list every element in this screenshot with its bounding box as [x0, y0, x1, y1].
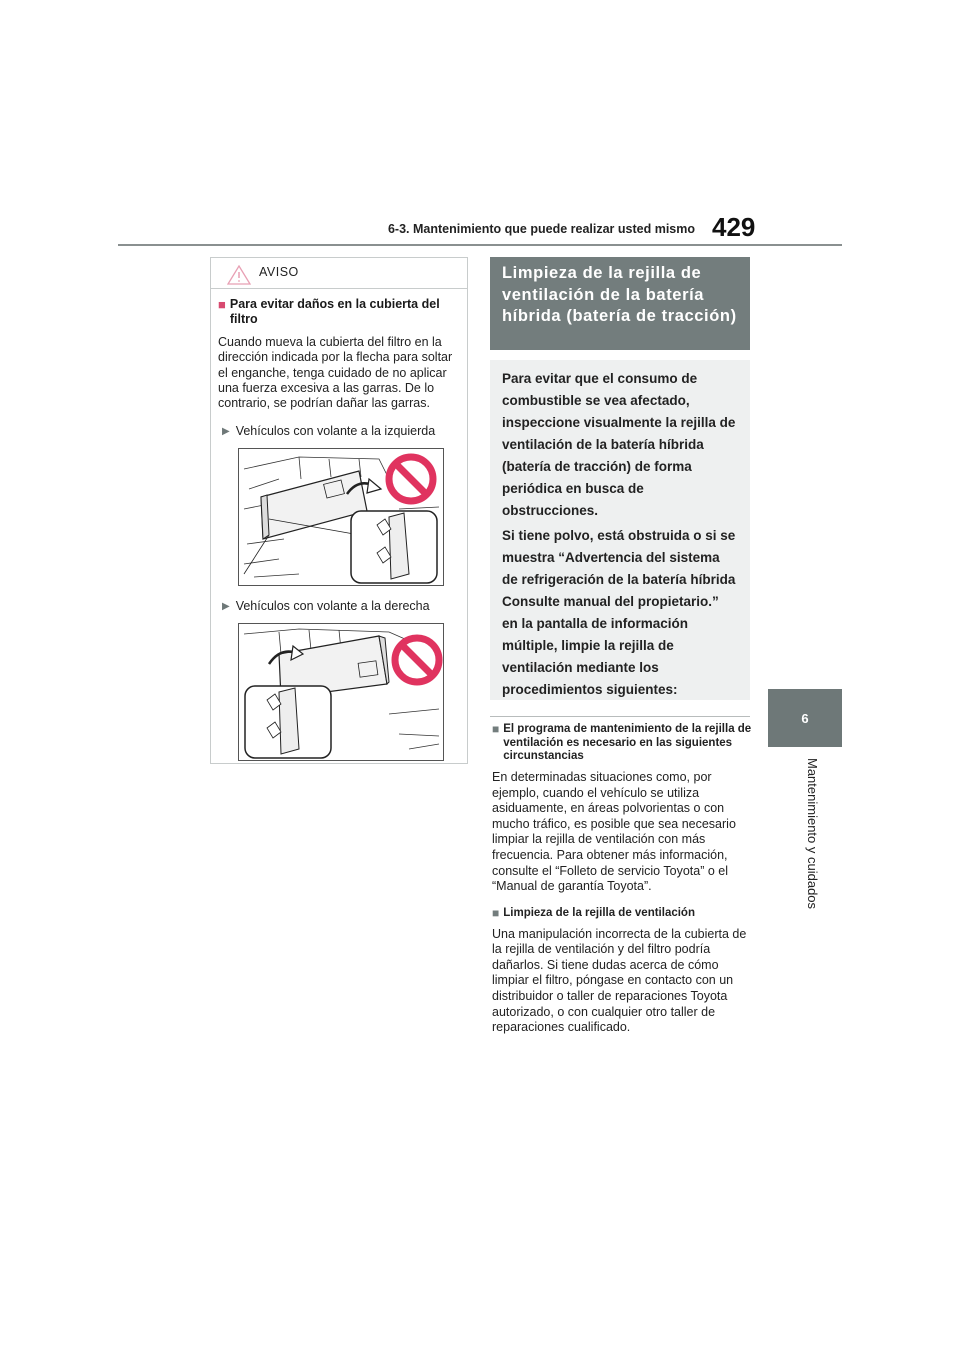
left-hand-drive-text: Vehículos con volante a la izquierda [235, 424, 436, 439]
left-hand-drive-label [218, 424, 459, 438]
warning-title: AVISO [259, 265, 299, 279]
cleaning-heading-text: Limpieza de la rejilla de ventilación [503, 906, 695, 919]
chapter-label: Mantenimiento y cuidados [805, 758, 820, 910]
warning-body-text: Cuando mueva la cubierta del filtro en la dirección indicada por la flecha para soltar el enganche, tenga cuidado de no aplicar una fuerza excesiva a las garras. De lo contrario, se podrían dañar las garras. [218, 335, 453, 411]
square-bullet-icon: ■ [492, 905, 500, 920]
illustration-left-hand-drive [238, 448, 444, 586]
square-bullet-icon: ■ [218, 297, 226, 312]
square-bullet-icon: ■ [492, 722, 500, 736]
warning-header [211, 258, 467, 289]
header-divider [118, 244, 842, 246]
right-hand-drive-text: Vehículos con volante a la derecha [235, 599, 430, 614]
page-header-title: 6-3. Mantenimiento que puede realizar usted mismo [387, 222, 695, 236]
right-hand-drive-label [218, 599, 459, 613]
maintenance-schedule-body: En determinadas situaciones como, por ejemplo, cuando el vehículo se utiliza asiduamente, en áreas polvorientas o con mucho tráfico, es posible que sea necesario limpiar la rejilla de ventilación con más frecuencia. Para obtener más información, consulte el “Folleto de servicio Toyota” o el “Manual de garantía Toyota”. [492, 770, 736, 894]
illustration-right-hand-drive [238, 623, 444, 761]
warning-box [210, 257, 468, 764]
warning-heading [218, 297, 459, 327]
intro-paragraph-1: Para evitar que el consumo de combustible se vea afectado, inspeccione visualmente la rejilla de ventilación de la batería híbrida (batería de tracción) de forma periódica en busca de obstrucciones. [502, 371, 736, 518]
cleaning-heading [492, 907, 754, 921]
intro-box [490, 360, 750, 700]
triangle-bullet-icon: ▶ [222, 601, 230, 613]
filter-cover-illustration-rhd [239, 624, 443, 760]
chapter-tab[interactable] [768, 689, 842, 747]
cleaning-body: Una manipulación incorrecta de la cubierta de la rejilla de ventilación y del filtro podría dañarlos. Si tiene dudas acerca de cómo limpiar el filtro, póngase en contacto con un distribuidor o taller de reparaciones Toyota autorizado, o con cualquier otro taller de reparaciones cualificado. [492, 926, 747, 1035]
maintenance-schedule-heading [492, 723, 754, 764]
right-column-text [492, 723, 754, 1048]
page-number: 429 [712, 212, 756, 242]
warning-triangle-icon [227, 265, 251, 285]
warning-heading-text: Para evitar daños en la cubierta del filtro [229, 297, 440, 326]
chapter-number: 6 [801, 710, 809, 726]
section-title: Limpieza de la rejilla de ventilación de la batería híbrida (batería de tracción) [490, 257, 750, 350]
triangle-bullet-icon: ▶ [222, 426, 230, 438]
section-divider [490, 716, 750, 717]
intro-paragraph-2: Si tiene polvo, está obstruida o si se muestra “Advertencia del sistema de refrigeración de la batería híbrida Consulte manual del propietario.” en la pantalla de información múltiple, limpie la rejilla de ventilación mediante los procedimientos siguientes: [502, 528, 736, 697]
filter-cover-illustration-lhd [239, 449, 443, 585]
maintenance-schedule-heading-text: El programa de mantenimiento de la rejilla de ventilación es necesario en las siguientes circunstancias [503, 723, 752, 763]
